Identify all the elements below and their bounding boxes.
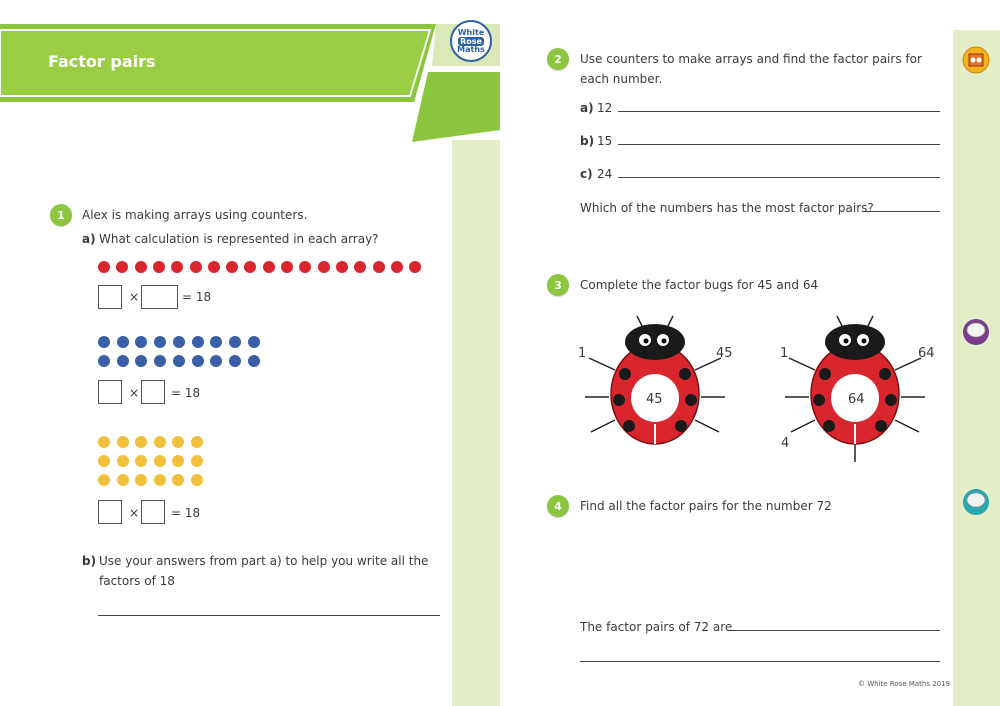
q1-intro: Alex is making arrays using counters. xyxy=(82,208,308,222)
blue-counter xyxy=(154,355,166,367)
answer-box[interactable] xyxy=(141,285,178,309)
equals-18: = 18 xyxy=(171,386,201,400)
red-counter-array xyxy=(98,261,428,275)
bug-45-label-45: 45 xyxy=(716,346,733,361)
yellow-counter xyxy=(191,474,203,486)
blue-counter xyxy=(173,355,185,367)
q3-text: Complete the factor bugs for 45 and 64 xyxy=(580,278,819,292)
red-counter xyxy=(318,261,330,273)
ladybird-factor-bug-45 xyxy=(585,312,725,452)
yellow-counter xyxy=(98,474,110,486)
yellow-counter xyxy=(191,455,203,467)
q2-part-a-value: 12 xyxy=(597,101,613,115)
answer-box[interactable] xyxy=(141,500,165,524)
red-counter xyxy=(98,261,110,273)
speech-bubble-icon xyxy=(962,488,990,516)
yellow-counter xyxy=(135,455,147,467)
blue-counter xyxy=(117,336,129,348)
yellow-counter xyxy=(172,455,184,467)
page-title: Factor pairs xyxy=(48,52,156,71)
cube-icon xyxy=(962,46,990,74)
q2-line2: each number. xyxy=(580,72,663,86)
q2-part-a-label: a) xyxy=(580,101,594,115)
red-counter xyxy=(171,261,183,273)
red-counter xyxy=(153,261,165,273)
answer-line[interactable] xyxy=(730,630,940,631)
yellow-counter xyxy=(154,455,166,467)
yellow-counter xyxy=(172,474,184,486)
yellow-counter xyxy=(172,436,184,448)
bug-center-64: 64 xyxy=(848,392,865,407)
times-sign: × xyxy=(129,506,140,520)
equals-18: = 18 xyxy=(182,290,212,304)
q1-part-b-line1: Use your answers from part a) to help you write all the xyxy=(99,554,429,568)
blue-counter xyxy=(135,336,147,348)
red-counter xyxy=(244,261,256,273)
red-counter xyxy=(373,261,385,273)
blue-counter xyxy=(192,336,204,348)
answer-line[interactable] xyxy=(618,177,940,178)
q2-part-b-label: b) xyxy=(580,134,595,148)
blue-counter xyxy=(173,336,185,348)
blue-counter xyxy=(117,355,129,367)
question-3-badge: 3 xyxy=(547,274,569,296)
brain-icon xyxy=(962,318,990,346)
blue-counter xyxy=(248,355,260,367)
yellow-counter xyxy=(154,474,166,486)
yellow-counter xyxy=(135,436,147,448)
blue-counter xyxy=(229,355,241,367)
question-4-badge: 4 xyxy=(547,495,569,517)
answer-box[interactable] xyxy=(141,380,165,404)
red-counter xyxy=(226,261,238,273)
answer-box[interactable] xyxy=(98,285,122,309)
yellow-counter xyxy=(135,474,147,486)
white-rose-maths-logo: White Rose Maths xyxy=(450,20,492,62)
bug-center-45: 45 xyxy=(646,392,663,407)
question-2-badge: 2 xyxy=(547,48,569,70)
red-counter xyxy=(190,261,202,273)
blue-counter xyxy=(192,355,204,367)
red-counter xyxy=(135,261,147,273)
left-page-margin-strip xyxy=(452,140,500,706)
q1-part-a-label: a) xyxy=(82,232,96,246)
red-counter xyxy=(336,261,348,273)
equals-18: = 18 xyxy=(171,506,201,520)
q2-part-b-value: 15 xyxy=(597,134,613,148)
yellow-counter-array xyxy=(98,436,218,490)
answer-box[interactable] xyxy=(98,380,122,404)
q1-part-b-line2: factors of 18 xyxy=(99,574,175,588)
red-counter xyxy=(409,261,421,273)
bug-45-label-1: 1 xyxy=(578,346,587,361)
blue-counter xyxy=(248,336,260,348)
yellow-counter xyxy=(98,436,110,448)
answer-line[interactable] xyxy=(98,615,440,616)
q1-part-b-label: b) xyxy=(82,554,97,568)
answer-line[interactable] xyxy=(618,111,940,112)
times-sign: × xyxy=(129,290,140,304)
header-banner xyxy=(0,0,500,150)
blue-counter xyxy=(210,336,222,348)
q4-answer-prompt: The factor pairs of 72 are xyxy=(580,620,733,634)
bug-64-label-4: 4 xyxy=(781,436,790,451)
red-counter xyxy=(116,261,128,273)
q4-text: Find all the factor pairs for the number 72 xyxy=(580,499,832,513)
yellow-counter xyxy=(191,436,203,448)
blue-counter xyxy=(135,355,147,367)
red-counter xyxy=(281,261,293,273)
blue-counter xyxy=(154,336,166,348)
red-counter xyxy=(354,261,366,273)
answer-line[interactable] xyxy=(618,144,940,145)
times-sign: × xyxy=(129,386,140,400)
blue-counter xyxy=(229,336,241,348)
yellow-counter xyxy=(98,455,110,467)
bug-64-label-1: 1 xyxy=(780,346,789,361)
q2-part-c-value: 24 xyxy=(597,167,613,181)
right-page-margin-strip xyxy=(953,30,1000,706)
yellow-counter xyxy=(117,474,129,486)
red-counter xyxy=(299,261,311,273)
red-counter xyxy=(263,261,275,273)
red-counter xyxy=(208,261,220,273)
q2-part-c-label: c) xyxy=(580,167,593,181)
blue-counter xyxy=(210,355,222,367)
yellow-counter xyxy=(154,436,166,448)
blue-counter xyxy=(98,336,110,348)
ladybird-factor-bug-64 xyxy=(785,312,925,467)
blue-counter xyxy=(98,355,110,367)
q2-question: Which of the numbers has the most factor pairs? xyxy=(580,201,874,215)
yellow-counter xyxy=(117,455,129,467)
answer-line[interactable] xyxy=(580,661,940,662)
blue-counter-array xyxy=(98,336,268,370)
q2-line1: Use counters to make arrays and find the factor pairs for xyxy=(580,52,922,66)
yellow-counter xyxy=(117,436,129,448)
question-1-badge: 1 xyxy=(50,204,72,226)
answer-box[interactable] xyxy=(98,500,122,524)
q1-part-a-text: What calculation is represented in each array? xyxy=(99,232,379,246)
red-counter xyxy=(391,261,403,273)
answer-line[interactable] xyxy=(862,211,940,212)
copyright: © White Rose Maths 2019 xyxy=(858,680,951,688)
bug-64-label-64: 64 xyxy=(918,346,935,361)
